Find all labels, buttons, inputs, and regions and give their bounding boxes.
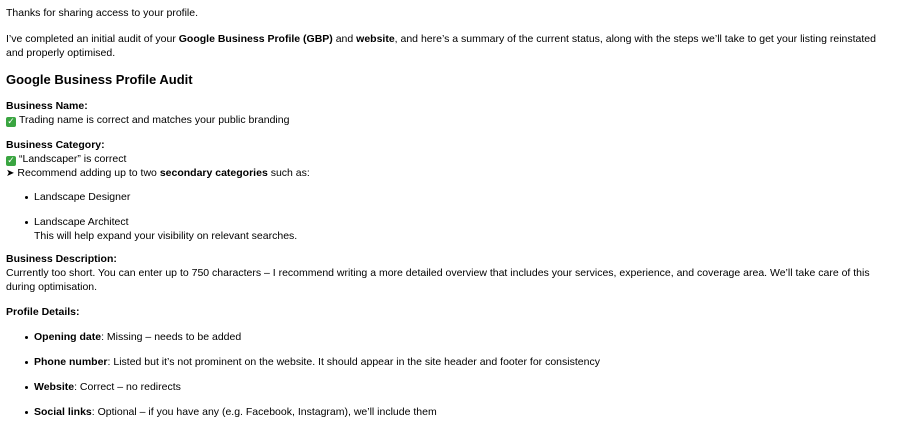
list-item (25, 405, 894, 419)
intro-greeting: Thanks for sharing access to your profile. (6, 7, 199, 19)
intro-text-3: , and here’s a summary of the current status, along with the steps we’ll take to get your listing reinstated and properly optimised. (6, 33, 876, 59)
detail-key: Social links (34, 406, 92, 418)
detail-key: Phone number (34, 356, 108, 368)
audit-heading: Google Business Profile Audit (6, 72, 193, 87)
business-category-label: Business Category: (6, 139, 105, 151)
profile-details-list (6, 330, 894, 419)
list-item (25, 355, 894, 369)
detail-key: Opening date (34, 331, 102, 343)
category-options-list (6, 190, 894, 243)
intro-gbp: Google Business Profile (GBP) (178, 33, 333, 45)
business-name-section (6, 99, 894, 127)
check-mark-icon: ✓ (7, 117, 15, 127)
detail-value: : Missing – needs to be added (101, 331, 242, 343)
category-option: Landscape Architect (34, 216, 129, 228)
business-description-section (6, 252, 894, 294)
business-name-label: Business Name: (6, 100, 88, 112)
category-option: Landscape Designer (34, 191, 131, 203)
recommend-text-2: such as: (267, 167, 310, 179)
profile-details-section (6, 305, 894, 419)
list-item (25, 215, 894, 243)
business-description-text: Currently too short. You can enter up to 750 characters – I recommend writing a more detailed overview that includes your services, experience, and coverage area. We’ll take care of this during optimisation. (6, 267, 870, 293)
detail-key: Website (34, 381, 75, 393)
detail-value: : Correct – no redirects (74, 381, 181, 393)
arrowhead-right-icon: ➤ (6, 168, 15, 179)
category-note: This will help expand your visibility on relevant searches. (34, 230, 298, 242)
business-category-section (6, 138, 894, 243)
intro-text-1: I’ve completed an initial audit of your (6, 33, 179, 45)
business-description-label: Business Description: (6, 253, 117, 265)
list-item (25, 330, 894, 344)
check-mark-icon: ✓ (7, 156, 15, 166)
intro-text-2: and (332, 33, 357, 45)
list-item (25, 190, 894, 204)
business-name-check (6, 113, 894, 127)
business-category-check-text: “Landscaper” is correct (19, 153, 127, 165)
recommend-secondary: secondary categories (159, 167, 268, 179)
intro-summary (6, 32, 894, 60)
business-name-check-text: Trading name is correct and matches your public branding (19, 114, 290, 126)
profile-details-label: Profile Details: (6, 306, 80, 318)
business-category-recommendation (6, 166, 894, 181)
recommend-text-1: Recommend adding up to two (17, 167, 160, 179)
detail-value: : Optional – if you have any (e.g. Facebook, Instagram), we’ll include them (91, 406, 437, 418)
business-category-check (6, 152, 894, 166)
detail-value: : Listed but it’s not prominent on the website. It should appear in the site header and footer for consistency (107, 356, 600, 368)
list-item (25, 380, 894, 394)
intro-website: website (356, 33, 395, 45)
